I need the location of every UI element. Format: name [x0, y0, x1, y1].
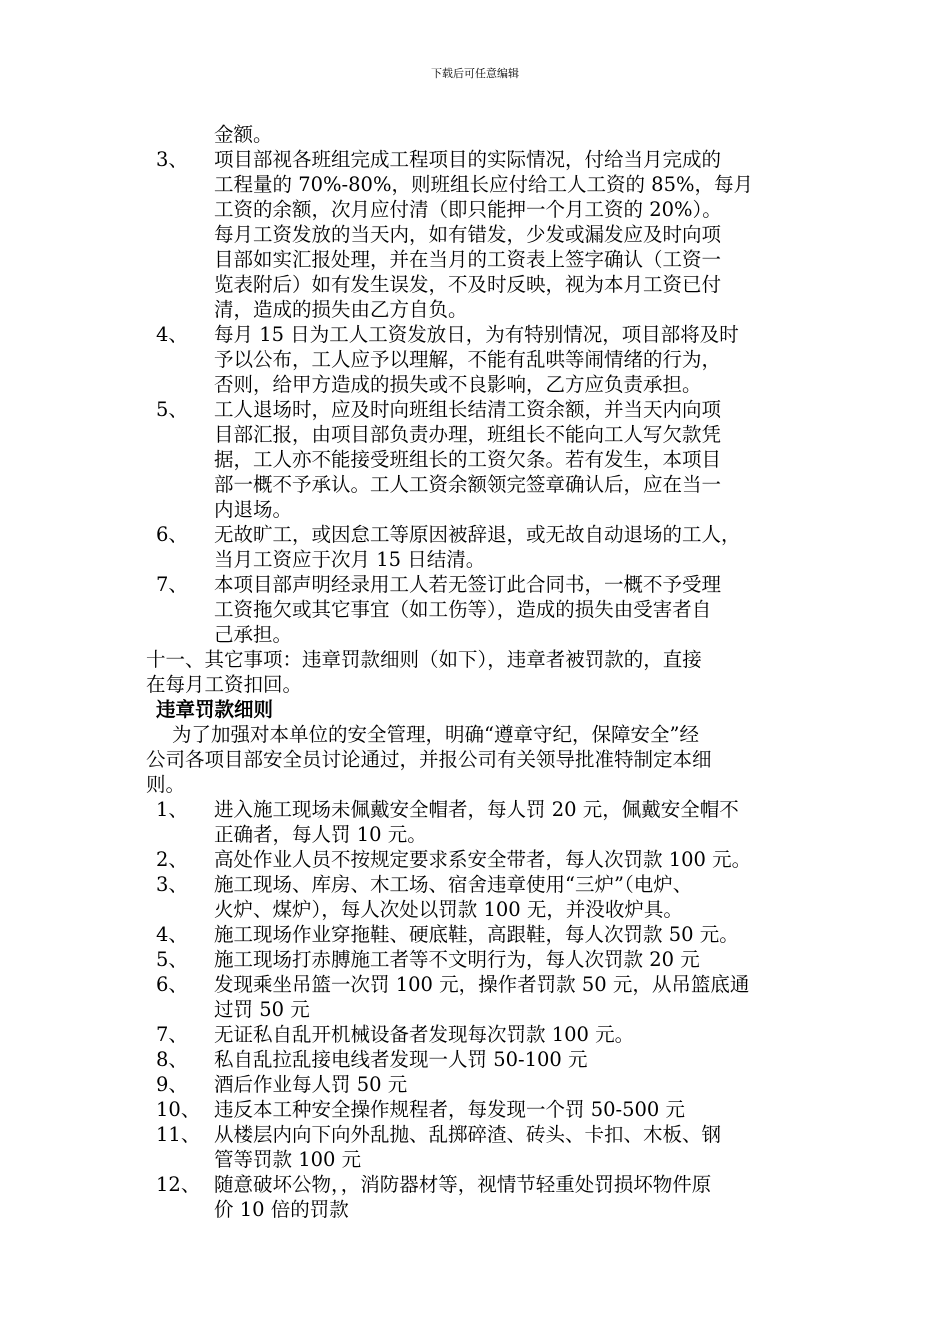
clause-line: 部一概不予承认。工人工资余额领完签章确认后，应在当一 [214, 473, 722, 496]
penalty-item-7 [146, 1022, 822, 1047]
clause-item-5 [146, 397, 822, 522]
clause-item-3 [146, 147, 822, 322]
clause-line: 清，造成的损失由乙方自负。 [214, 298, 468, 321]
penalty-number: 4、 [156, 923, 188, 946]
clause-line: 工人退场时，应及时向班组长结清工资余额，并当天内向项 [214, 398, 722, 421]
clause-text [214, 397, 822, 522]
penalty-line: 过罚 50 元 [214, 998, 310, 1021]
clause-list [146, 147, 822, 647]
penalty-line: 价 10 倍的罚款 [214, 1198, 349, 1221]
penalty-item-1 [146, 797, 822, 847]
penalty-line: 施工现场、库房、木工场、宿舍违章使用“三炉”（电炉、 [214, 873, 693, 896]
clause-line: 每月工资发放的当天内，如有错发，少发或漏发应及时向项 [214, 223, 722, 246]
clause-line: 工资的余额，次月应付清（即只能押一个月工资的 20%）。 [214, 198, 722, 221]
penalty-title: 违章罚款细则 [156, 698, 274, 721]
penalty-line: 违反本工种安全操作规程者，每发现一个罚 50-500 元 [214, 1098, 686, 1121]
clause-number: 5、 [156, 398, 188, 421]
penalty-line: 私自乱拉乱接电线者发现一人罚 50-100 元 [214, 1048, 588, 1071]
penalty-number: 7、 [156, 1023, 188, 1046]
penalty-list [146, 797, 822, 1222]
penalty-text [214, 797, 822, 847]
clause-item-7 [146, 572, 822, 647]
penalty-line: 施工现场作业穿拖鞋、硬底鞋，高跟鞋，每人次罚款 50 元。 [214, 923, 739, 946]
penalty-number: 6、 [156, 973, 188, 996]
clause-text [214, 147, 822, 322]
clause-line: 内退场。 [214, 498, 293, 521]
penalty-text [214, 1097, 822, 1122]
penalty-text [214, 972, 822, 1022]
penalty-text [214, 947, 822, 972]
penalty-item-4 [146, 922, 822, 947]
penalty-number: 8、 [156, 1048, 188, 1071]
penalty-number: 5、 [156, 948, 188, 971]
penalty-line: 无证私自乱开机械设备者发现每次罚款 100 元。 [214, 1023, 635, 1046]
penalty-number: 2、 [156, 848, 188, 871]
clause-line: 当月工资应于次月 15 日结清。 [214, 548, 486, 571]
section-eleven [146, 647, 822, 697]
penalty-line: 高处作业人员不按规定要求系安全带者，每人次罚款 100 元。 [214, 848, 752, 871]
penalty-item-9 [146, 1072, 822, 1097]
penalty-item-6 [146, 972, 822, 1022]
clause-number: 6、 [156, 523, 188, 546]
penalty-number: 10、 [156, 1098, 201, 1121]
penalty-number: 11、 [156, 1123, 201, 1146]
clause-line: 项目部视各班组完成工程项目的实际情况，付给当月完成的 [214, 148, 722, 171]
clause-line: 己承担。 [214, 623, 293, 646]
intro-line: 为了加强对本单位的安全管理，明确“遵章守纪，保障安全”经 [172, 723, 699, 746]
penalty-line: 发现乘坐吊篮一次罚 100 元，操作者罚款 50 元，从吊篮底通 [214, 973, 750, 996]
penalty-number: 1、 [156, 798, 188, 821]
penalty-line: 进入施工现场未佩戴安全帽者，每人罚 20 元，佩戴安全帽不 [214, 798, 739, 821]
clause-line: 据，工人亦不能接受班组长的工资欠条。若有发生，本项目 [214, 448, 722, 471]
clause-line: 予以公布，工人应予以理解，不能有乱哄等闹情绪的行为， [214, 348, 722, 371]
penalty-text [214, 847, 822, 872]
penalty-line: 正确者，每人罚 10 元。 [214, 823, 427, 846]
clause-line: 否则，给甲方造成的损失或不良影响，乙方应负责承担。 [214, 373, 702, 396]
clause-item-6 [146, 522, 822, 572]
penalty-text [214, 1047, 822, 1072]
clause-line: 目部汇报，由项目部负责办理，班组长不能向工人写欠款凭 [214, 423, 722, 446]
penalty-line: 管等罚款 100 元 [214, 1148, 362, 1171]
clause-line: 每月 15 日为工人工资发放日，为有特别情况，项目部将及时 [214, 323, 739, 346]
penalty-line: 随意破坏公物，，消防器材等，视情节轻重处罚损坏物件原 [214, 1173, 712, 1196]
clause-number: 3、 [156, 148, 188, 171]
penalty-text [214, 872, 822, 922]
penalty-text [214, 1072, 822, 1097]
clause-line: 目部如实汇报处理，并在当月的工资表上签字确认（工资一 [214, 248, 722, 271]
clause-number: 7、 [156, 573, 188, 596]
intro-line: 则。 [146, 773, 186, 796]
penalty-item-5 [146, 947, 822, 972]
section-line: 十一、其它事项：违章罚款细则（如下），违章者被罚款的，直接 [146, 648, 702, 671]
penalty-number: 3、 [156, 873, 188, 896]
penalty-line: 从楼层内向下向外乱抛、乱掷碎渣、砖头、卡扣、木板、钢 [214, 1123, 722, 1146]
penalty-line: 施工现场打赤膊施工者等不文明行为，每人次罚款 20 元 [214, 948, 700, 971]
clause-text [214, 572, 822, 647]
penalty-number: 12、 [156, 1173, 201, 1196]
clause-text [214, 322, 822, 397]
clause-line: 无故旷工，或因怠工等原因被辞退，或无故自动退场的工人， [214, 523, 741, 546]
intro-line: 公司各项目部安全员讨论通过，并报公司有关领导批准特制定本细 [146, 748, 712, 771]
penalty-text [214, 922, 822, 947]
penalty-item-3 [146, 872, 822, 922]
penalty-intro [146, 722, 822, 797]
clause-line: 工程量的 70%-80%，则班组长应付给工人工资的 85%，每月 [214, 173, 754, 196]
penalty-item-10 [146, 1097, 822, 1122]
penalty-item-11 [146, 1122, 822, 1172]
penalty-text [214, 1122, 822, 1172]
penalty-text [214, 1022, 822, 1047]
clause-item-4 [146, 322, 822, 397]
clause-text [214, 522, 822, 572]
document-body [146, 122, 822, 1222]
penalty-number: 9、 [156, 1073, 188, 1096]
penalty-line: 酒后作业每人罚 50 元 [214, 1073, 408, 1096]
continuation-line: 金额。 [214, 123, 273, 146]
clause-line: 览表附后）如有发生误发，不及时反映，视为本月工资已付 [214, 273, 722, 296]
clause-line: 本项目部声明经录用工人若无签订此合同书，一概不予受理 [214, 573, 722, 596]
penalty-line: 火炉、煤炉），每人次处以罚款 100 无，并没收炉具。 [214, 898, 683, 921]
section-line: 在每月工资扣回。 [146, 673, 303, 696]
penalty-item-12 [146, 1172, 822, 1222]
penalty-item-2 [146, 847, 822, 872]
page-header: 下载后可任意编辑 [431, 67, 519, 80]
penalty-item-8 [146, 1047, 822, 1072]
penalty-text [214, 1172, 822, 1222]
clause-number: 4、 [156, 323, 188, 346]
clause-line: 工资拖欠或其它事宜（如工伤等），造成的损失由受害者自 [214, 598, 712, 621]
